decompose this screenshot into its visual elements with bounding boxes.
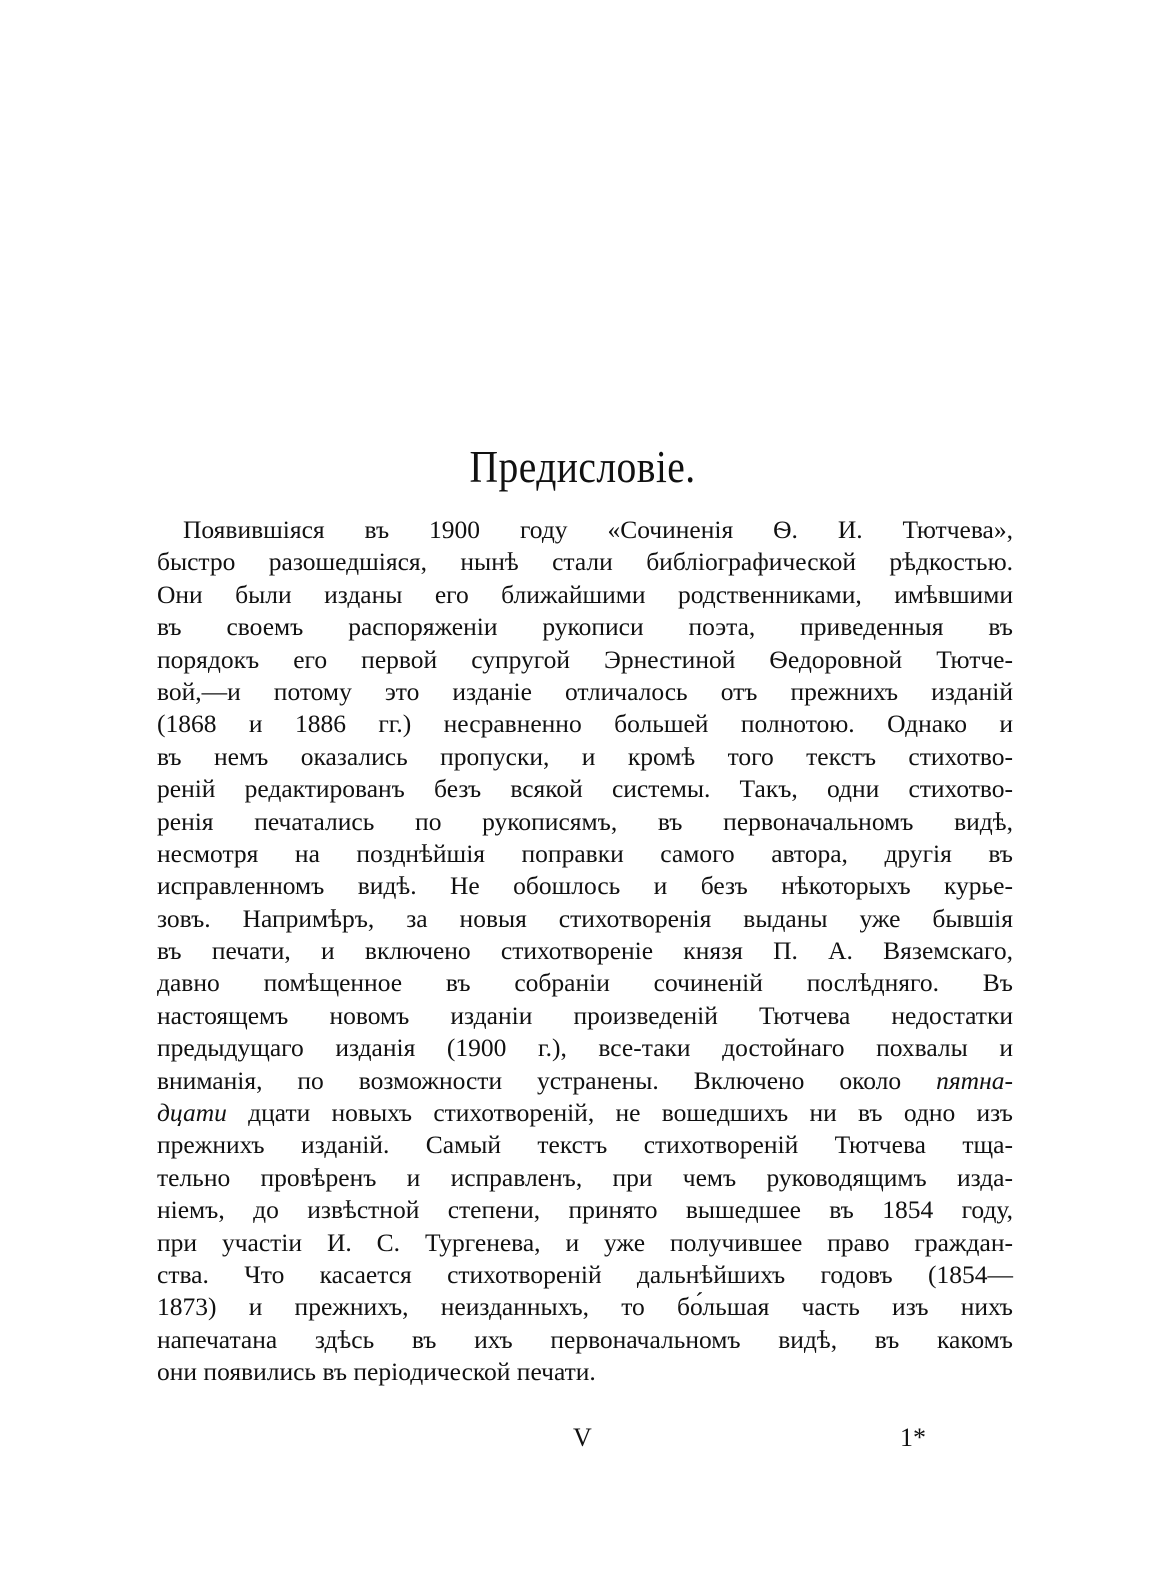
text-line: въ печати, и включено стихотвореніе князя П. А. Вяземскаго, [157, 936, 1013, 966]
text-line: они появились въ періодической печати. [157, 1357, 596, 1387]
text-line: настоящемъ новомъ изданіи произведеній Тютчева недостатки [157, 1000, 1013, 1030]
text-line: Они были изданы его ближайшими родственниками, имѣвшими [157, 579, 1013, 609]
text-segment: дцати новыхъ стихотвореній, не вошедшихъ ни въ одно изъ [248, 1098, 1013, 1128]
text-line: 1873) и прежнихъ, неизданныхъ, то бо́льшая часть изъ нихъ [157, 1292, 1013, 1322]
page-title: Предисловіе. [469, 441, 696, 492]
text-line: зовъ. Напримѣръ, за новыя стихотворенія выданы уже бывшія [157, 903, 1013, 933]
text-line: быстро разошедшіяся, нынѣ стали библіографической рѣдкостью. [157, 547, 1013, 577]
text-line: Появившіяся въ 1900 году «Сочиненія Ѳ. И. Тютчева», [183, 515, 1013, 544]
text-line: при участіи И. С. Тургенева, и уже получившее право граждан- [157, 1227, 1013, 1257]
text-line: ніемъ, до извѣстной степени, принято вышедшее въ 1854 году, [157, 1195, 1013, 1225]
text-line: напечатана здѣсь въ ихъ первоначальномъ видѣ, въ какомъ [157, 1324, 1013, 1354]
text-line: прежнихъ изданій. Самый текстъ стихотвореній Тютчева тща- [157, 1130, 1013, 1160]
text-line: (1868 и 1886 гг.) несравненно большей полнотою. Однако и [157, 709, 1013, 739]
text-line: исправленномъ видѣ. Не обошлось и безъ нѣкоторыхъ курье- [157, 871, 1013, 901]
text-line-mixed [157, 1065, 1013, 1097]
preface-paragraph [157, 514, 1013, 1389]
text-line: ренія печатались по рукописямъ, въ первоначальномъ видѣ, [157, 806, 1013, 836]
italic-text: дцати [157, 1098, 227, 1128]
text-line: реній редактированъ безъ всякой системы. Такъ, одни стихотво- [157, 774, 1013, 804]
text-line-mixed [157, 1097, 1013, 1129]
text-line: въ своемъ распоряженіи рукописи поэта, приведенныя въ [157, 612, 1013, 642]
text-line: порядокъ его первой супругой Эрнестиной Ѳедоровной Тютче- [157, 644, 1013, 674]
page-number: V [573, 1423, 592, 1452]
text-line: вой,—и потому это изданіе отличалось отъ прежнихъ изданій [157, 676, 1013, 706]
text-line: ства. Что касается стихотвореній дальнѣйшихъ годовъ (1854— [157, 1259, 1013, 1289]
text-line: тельно провѣренъ и исправленъ, при чемъ руководящимъ изда- [157, 1162, 1013, 1192]
text-line: давно помѣщенное въ собраніи сочиненій послѣдняго. Въ [157, 968, 1013, 998]
text-line: несмотря на позднѣйшія поправки самого автора, другія въ [157, 838, 1013, 868]
text-line: предыдущаго изданія (1900 г.), все-таки достойнаго похвалы и [157, 1033, 1013, 1063]
italic-text: пятна- [936, 1065, 1013, 1095]
text-segment: вниманія, по возможности устранены. Включено около [157, 1065, 902, 1095]
signature-mark: 1* [900, 1423, 926, 1452]
text-line: въ немъ оказались пропуски, и кромѣ того текстъ стихотво- [157, 741, 1013, 771]
